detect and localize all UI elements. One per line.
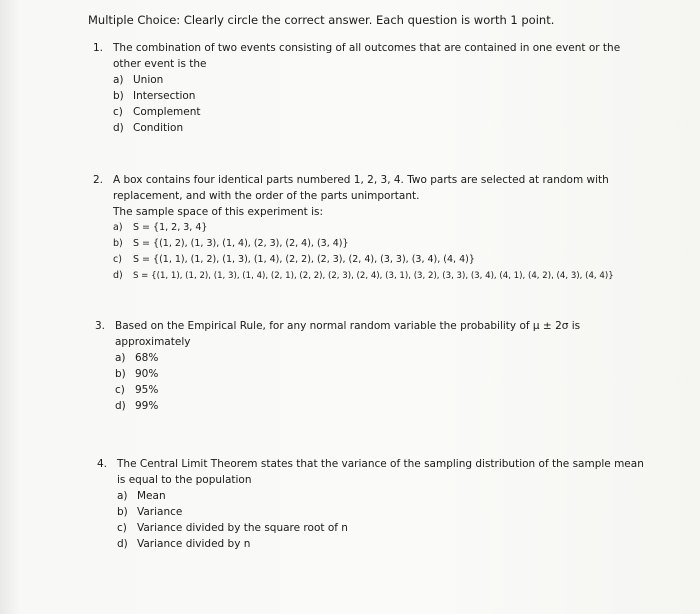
question-text-line: The sample space of this experiment is: (113, 206, 324, 218)
question-number: 3. (95, 320, 106, 332)
question-number: 4. (97, 458, 108, 470)
question-body (113, 40, 620, 136)
question-text-line: Based on the Empirical Rule, for any normal random variable the probability of μ ± 2σ is (115, 320, 581, 332)
option-b[interactable]: b) Intersection (113, 90, 196, 102)
instructions-header: Multiple Choice: Clearly circle the correct answer. Each question is worth 1 point. (88, 13, 555, 27)
option-b[interactable]: b) 90% (115, 368, 159, 380)
option-a[interactable]: a) 68% (115, 352, 159, 364)
option-b[interactable]: b) S = {(1, 2), (1, 3), (1, 4), (2, 3), (2, 4), (3, 4)} (113, 238, 349, 249)
option-c[interactable]: c) Complement (113, 106, 201, 118)
question-text-line: The combination of two events consisting of all outcomes that are contained in one event or the (113, 42, 621, 54)
question-text-line: replacement, and with the order of the parts unimportant. (113, 190, 420, 202)
question-number: 1. (93, 42, 104, 54)
option-c[interactable]: c) 95% (115, 384, 159, 396)
question-text-line: A box contains four identical parts numbered 1, 2, 3, 4. Two parts are selected at random with (113, 174, 609, 186)
question-body (115, 318, 580, 414)
question-text-line: other event is the (113, 58, 207, 70)
option-d[interactable]: d) 99% (115, 400, 159, 412)
option-c[interactable]: c) S = {(1, 1), (1, 2), (1, 3), (1, 4), (2, 2), (2, 3), (2, 4), (3, 3), (3, 4), (4, 4)} (113, 254, 475, 265)
option-b[interactable]: b) Variance (117, 506, 183, 518)
question-number: 2. (93, 174, 104, 186)
option-a[interactable]: a) S = {1, 2, 3, 4} (113, 222, 208, 233)
question-text-line: is equal to the population (117, 474, 252, 486)
option-c[interactable]: c) Variance divided by the square root of n (117, 522, 348, 534)
question-text-line: The Central Limit Theorem states that the variance of the sampling distribution of the sample mean (117, 458, 644, 470)
option-d[interactable]: d) Condition (113, 122, 184, 134)
option-d[interactable]: d) Variance divided by n (117, 538, 251, 550)
option-d[interactable]: d) S = {(1, 1), (1, 2), (1, 3), (1, 4), (2, 1), (2, 2), (2, 3), (2, 4), (3, 1), (3, 2), (3, 3), (3, 4), (4, 1), (4, 2), (4, 3), (4, 4)} (113, 270, 614, 281)
question-text-line: approximately (115, 336, 191, 348)
option-a[interactable]: a) Mean (117, 490, 166, 502)
question-body (113, 172, 614, 284)
question-body (117, 456, 644, 552)
option-a[interactable]: a) Union (113, 74, 164, 86)
